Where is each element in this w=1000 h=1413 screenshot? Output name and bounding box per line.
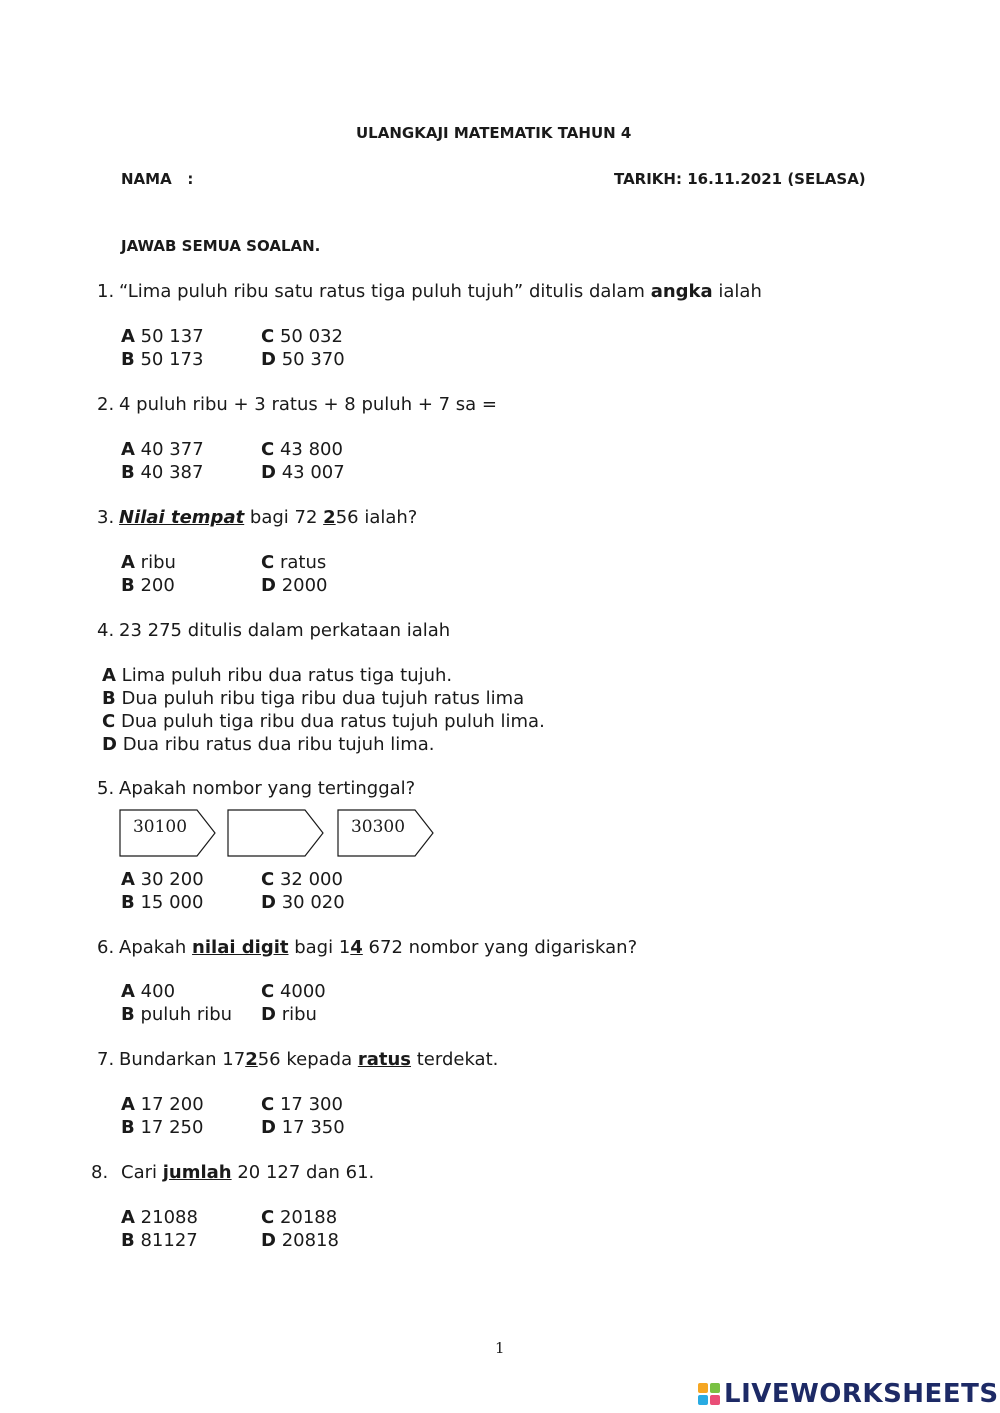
q3-option-d[interactable]: D 2000 (261, 575, 328, 596)
q1-option-d[interactable]: D 50 370 (261, 349, 345, 370)
q2-option-b[interactable]: B 40 387 (121, 462, 204, 483)
q4-option-b[interactable]: B Dua puluh ribu tiga ribu dua tujuh ratus lima (102, 688, 525, 709)
question-4: 4. 23 275 ditulis dalam perkataan ialah (97, 620, 451, 641)
date-label: TARIKH: 16.11.2021 (SELASA) (614, 170, 866, 188)
question-1: 1. “Lima puluh ribu satu ratus tiga puluh tujuh” ditulis dalam angka ialah (97, 281, 762, 302)
page-number: 1 (495, 1339, 505, 1357)
question-5: 5. Apakah nombor yang tertinggal? (97, 778, 416, 799)
q1-option-a[interactable]: A 50 137 (121, 326, 204, 347)
q4-option-a[interactable]: A Lima puluh ribu dua ratus tiga tujuh. (102, 665, 453, 686)
q7-option-b[interactable]: B 17 250 (121, 1117, 204, 1138)
q3-option-b[interactable]: B 200 (121, 575, 175, 596)
q4-option-c[interactable]: C Dua puluh tiga ribu dua ratus tujuh puluh lima. (102, 711, 545, 732)
q7-option-c[interactable]: C 17 300 (261, 1094, 343, 1115)
q8-option-d[interactable]: D 20818 (261, 1230, 339, 1251)
question-3: 3. Nilai tempat bagi 72 256 ialah? (97, 507, 418, 528)
q6-option-b[interactable]: B puluh ribu (121, 1004, 233, 1025)
instruction: JAWAB SEMUA SOALAN. (121, 237, 321, 255)
q6-option-d[interactable]: D ribu (261, 1004, 317, 1025)
q8-option-b[interactable]: B 81127 (121, 1230, 198, 1251)
q5-option-a[interactable]: A 30 200 (121, 869, 204, 890)
question-6: 6. Apakah nilai digit bagi 14 672 nombor yang digariskan? (97, 937, 638, 958)
q5-option-c[interactable]: C 32 000 (261, 869, 343, 890)
q2-option-c[interactable]: C 43 800 (261, 439, 343, 460)
q6-option-a[interactable]: A 400 (121, 981, 176, 1002)
liveworksheets-icon (698, 1383, 720, 1405)
question-8: 8. Cari jumlah 20 127 dan 61. (91, 1162, 375, 1183)
q1-option-c[interactable]: C 50 032 (261, 326, 343, 347)
question-7: 7. Bundarkan 17256 kepada ratus terdekat. (97, 1049, 499, 1070)
q3-option-c[interactable]: C ratus (261, 552, 327, 573)
number-box-2-blank[interactable] (227, 809, 325, 859)
q6-option-c[interactable]: C 4000 (261, 981, 326, 1002)
q5-option-b[interactable]: B 15 000 (121, 892, 204, 913)
q2-option-d[interactable]: D 43 007 (261, 462, 345, 483)
brand-name: LIVEWORKSHEETS (724, 1379, 999, 1409)
q2-option-a[interactable]: A 40 377 (121, 439, 204, 460)
name-label: NAMA : (121, 170, 194, 188)
q3-option-a[interactable]: A ribu (121, 552, 176, 573)
page-title: ULANGKAJI MATEMATIK TAHUN 4 (356, 124, 632, 142)
number-box-3: 30300 (337, 809, 435, 859)
q8-option-c[interactable]: C 20188 (261, 1207, 338, 1228)
q7-option-d[interactable]: D 17 350 (261, 1117, 345, 1138)
q8-option-a[interactable]: A 21088 (121, 1207, 198, 1228)
q5-option-d[interactable]: D 30 020 (261, 892, 345, 913)
liveworksheets-logo[interactable] (698, 1378, 999, 1410)
number-box-1: 30100 (119, 809, 217, 859)
q4-option-d[interactable]: D Dua ribu ratus dua ribu tujuh lima. (102, 734, 435, 755)
q1-option-b[interactable]: B 50 173 (121, 349, 204, 370)
question-2: 2. 4 puluh ribu + 3 ratus + 8 puluh + 7 sa = (97, 394, 498, 415)
q7-option-a[interactable]: A 17 200 (121, 1094, 204, 1115)
